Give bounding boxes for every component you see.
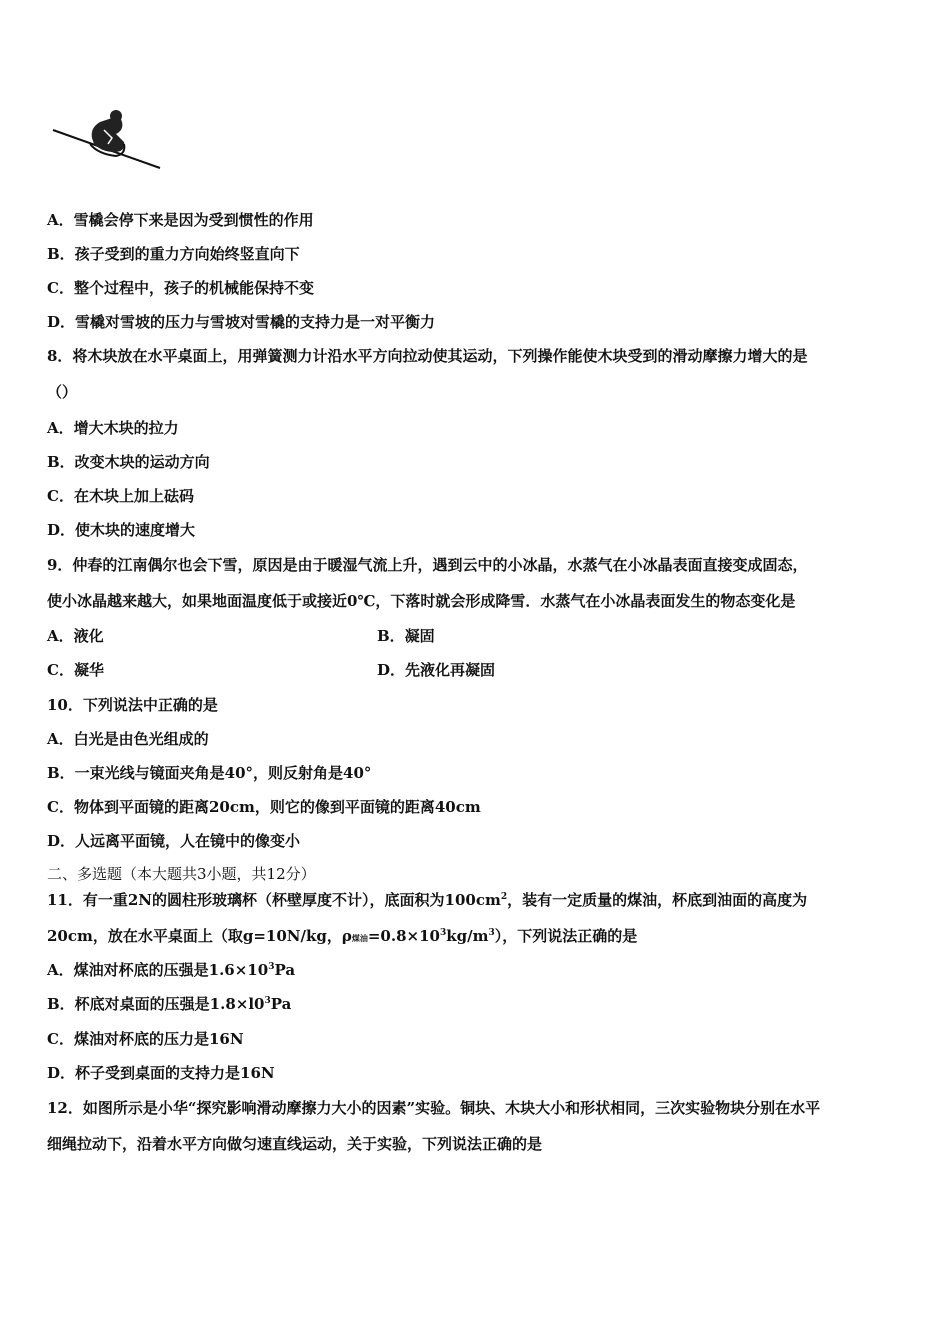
q9-option-a: A．液化 [47,627,104,645]
q11-text: 11．有一重2N的圆柱形玻璃杯（杯壁厚度不计），底面积为100cm [47,891,501,909]
q11-sup: 3 [439,928,447,938]
q8-option-c: C．在木块上加上砝码 [47,487,194,505]
q7-option-b: B．孩子受到的重力方向始终竖直向下 [47,245,300,263]
q7-option-a: A．雪橇会停下来是因为受到惯性的作用 [47,211,314,229]
q10-option-d: D．人远离平面镜，人在镜中的像变小 [47,832,301,850]
q11-sub: 煤油 [351,933,368,943]
q10-option-b: B．一束光线与镜面夹角是40°，则反射角是40° [47,764,372,782]
q11-sup: 3 [268,962,275,972]
section-heading: 二、多选题（本大题共3小题，共12分） [47,865,316,883]
q8-stem: 8．将木块放在水平桌面上，用弹簧测力计沿水平方向拉动使其运动，下列操作能使木块受到的滑动摩擦力增大的是 [47,347,808,365]
q11-text: Pa [274,961,296,979]
q11-option-d: D．杯子受到桌面的支持力是16N [47,1064,275,1082]
q11-sup: 3 [264,996,271,1006]
q11-option-a [47,960,295,980]
q12-stem-line2: 细绳拉动下，沿着水平方向做匀速直线运动，关于实验，下列说法正确的是 [47,1135,543,1153]
sled-on-slope-figure [50,108,165,178]
q7-option-d: D．雪橇对雪坡的压力与雪坡对雪橇的支持力是一对平衡力 [47,313,436,331]
q11-text: 20cm，放在水平桌面上（取g=10N/kg，ρ [47,927,352,945]
q9-stem-line1: 9．仲春的江南偶尔也会下雪，原因是由于暖湿气流上升，遇到云中的小冰晶，水蒸气在小冰晶表面直接变成固态， [47,556,808,574]
q11-option-c: C．煤油对杯底的压力是16N [47,1030,244,1048]
q9-option-c: C．凝华 [47,661,104,679]
q11-text: Pa [270,995,292,1013]
q10-stem: 10．下列说法中正确的是 [47,696,218,714]
q8-paren: （） [47,383,78,401]
q10-option-a: A．白光是由色光组成的 [47,730,209,748]
q8-option-d: D．使木块的速度增大 [47,521,196,539]
q7-option-c: C．整个过程中，孩子的机械能保持不变 [47,279,314,297]
q12-stem-line1: 12．如图所示是小华“探究影响滑动摩擦力大小的因素”实验。铜块、木块大小和形状相同，三次实验物块分别在水平 [47,1099,821,1117]
q10-option-c: C．物体到平面镜的距离20cm，则它的像到平面镜的距离40cm [47,798,481,816]
q11-stem-line1 [47,890,807,910]
q11-text: ），下列说法正确的是 [494,927,638,945]
q11-sup: 3 [488,928,495,938]
q11-option-b [47,994,291,1014]
q11-text: kg/m [446,927,489,945]
q11-text: B．杯底对桌面的压强是1.8×l0 [47,995,265,1013]
q11-text: =0.8×10 [367,927,440,945]
q8-option-a: A．增大木块的拉力 [47,419,179,437]
q11-stem-line2 [47,926,637,948]
q9-stem-line2: 使小冰晶越来越大，如果地面温度低于或接近0℃，下落时就会形成降雪．水蒸气在小冰晶表面发生的物态变化是 [47,592,796,610]
q9-option-d: D．先液化再凝固 [377,661,496,679]
q8-option-b: B．改变木块的运动方向 [47,453,210,471]
q9-option-b: B．凝固 [377,627,435,645]
q11-sup: 2 [500,892,508,902]
q11-text: ，装有一定质量的煤油，杯底到油面的高度为 [507,891,808,909]
q11-text: A．煤油对杯底的压强是1.6×10 [47,961,269,979]
